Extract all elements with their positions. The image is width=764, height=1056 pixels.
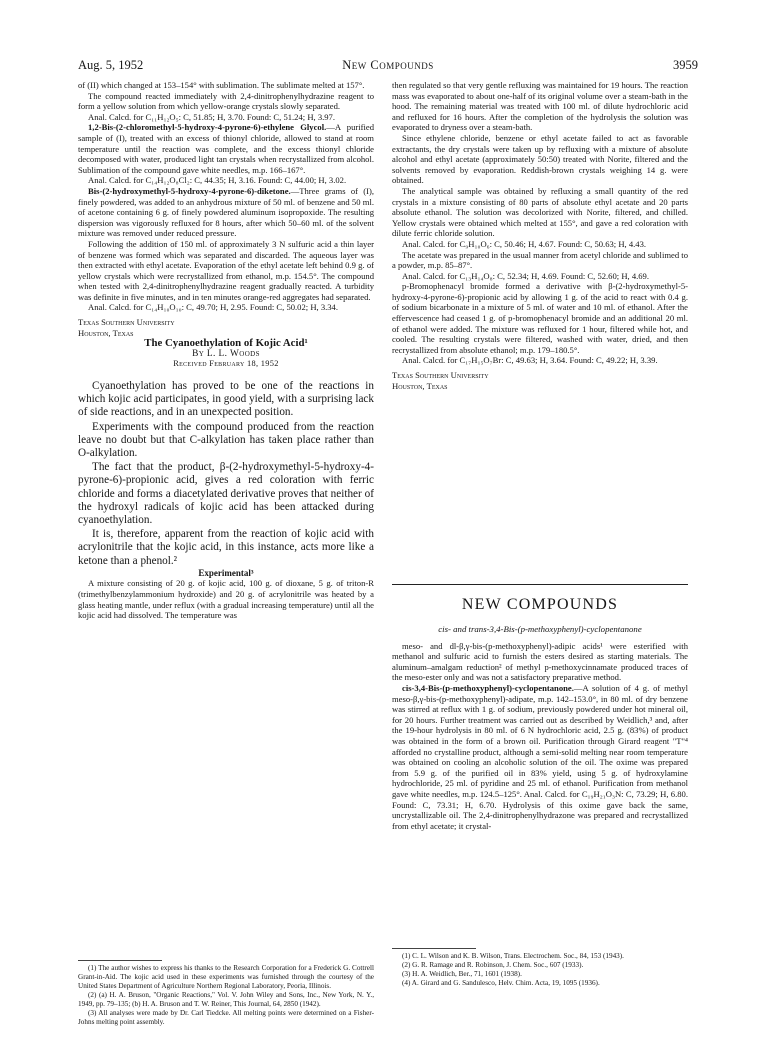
right-footnotes [392,952,688,988]
compound-description: —A solution of 4 g. of methyl meso-β,γ-bis-(p-methoxyphenyl)-adipate, m.p. 142–153.0°, in 80 ml. of dry benzene was stirred at reflux with 1 g. of sodium, previously powdered under hot mineral oil, for 20 hours. Further treatment was carried out as described by Weidlich,³ and, after the 19-hour hydrolysis in 80 ml. of 6 N hydrochloric acid, 2.5 g. (83%) of product was obtained in the form of a brown oil. Purification through Girard reagent "T"⁴ afforded no crystalline product, although a semi-solid melting near room temperature was obtained on cooling an alcoholic solution of the oil. The oxime was prepared from 5.9 g. of the purified oil in 83% yield, using 5 g. of hydroxylamine hydrochloride, 25 ml. of pyridine and 25 ml. of ethanol. Purification from methanol gave white needles, m.p. 124.5–125°. Anal. Calcd. for C₁₉H₂₁O₃N: C, 73.29; H, 6.80. Found: C, 73.31; H, 6.70. Hydrolysis of this oxime gave back the same, uncrystallizable oil. The 2,4-dinitrophenylhydrazone was prepared and recrystallized from ethyl acetate; it crystal- [392,682,688,831]
experimental-heading: Experimental³ [198,567,254,578]
compound-paragraph [78,186,374,239]
compound-description: —A purified sample of (I), treated with an excess of thionyl chloride, allowed to stand at room temperature until the reaction was complete, and the excess thionyl chloride decomposed with water, produced light tan crystals when recrystallized from alcohol. Sublimation of the compound gave white needles, m.p. 166–167°. [78,122,374,175]
continuation-paragraph: of (II) which changed at 153–154° with sublimation. The sublimate melted at 157°. [78,80,365,90]
analysis-line: Anal. Calcd. for C₉H₁₀O₆: C, 50.46; H, 4.67. Found: C, 50.63; H, 4.43. [402,238,647,249]
experimental-paragraph: A mixture consisting of 20 g. of kojic acid, 100 g. of dioxane, 5 g. of triton-R (trimethylbenzylammonium hydroxide) and 20 g. of acrylonitrile was heated by a glass heating mantle, under reflux (with a gradual increasing temperature) until all the kojic acid had dissolved. The temperature was [78,578,374,621]
entry-title [392,624,688,635]
affiliation-university: Texas Southern University [392,370,489,381]
body-paragraph: Following the addition of 150 ml. of approximately 3 N sulfuric acid a thin layer of benzene was formed which was separated and discarded. The aqueous layer was then extracted with ethyl acetate. Evaporation of the ethyl acetate left behind 0.9 g. of yellow crystals which were recrystallized from ethanol, m.p. 154.5°. The compound when tested with 2,4-dinitrophenylhydrazine reagent gradually reacted. A turbidity was definite in five minutes, and in ten minutes orange-red aggregates had separated. [78,238,374,302]
affiliation-university: Texas Southern University [78,317,175,328]
section-title: NEW COMPOUNDS [461,596,619,613]
analysis-line: Anal. Calcd. for C₁₃H₁₄O₈: C, 52.34; H, 4.69. Found: C, 52.60; H, 4.69. [402,270,650,281]
entry-paragraph: meso- and dl-β,γ-bis-(p-methoxyphenyl)-adipic acids¹ were esterified with methanol and sulfuric acid to furnish the esters desired as starting materials. The aluminum–amalgam reduction² of methyl p-methoxycinnamate produced traces of the meso-ester only and was not a satisfactory preparative method. [392,640,688,683]
page-header [78,58,698,74]
new-compounds-entry [392,624,688,831]
analysis-line: Anal. Calcd. for C₁₄H₁₂O₈Cl₂: C, 44.35; H, 3.16. Found: C, 44.00; H, 3.02. [88,175,347,186]
header-page-number: 3959 [673,58,698,72]
article-paragraph: It is, therefore, apparent from the reaction of kojic acid with acrylonitrile that the kojic acid, in this instance, acts more like a ketone than a phenol.² [78,528,374,567]
article-paragraph: Experiments with the compound produced from the reaction leave no doubt but that C-alkylation has taken place rather than O-alkylation. [78,420,374,460]
section-divider [392,584,688,585]
body-paragraph: The compound reacted immediately with 2,4-dinitrophenylhydrazine reagent to form a yellow solution from which yellow-orange crystals slowly separated. [78,90,374,112]
body-paragraph: Since ethylene chloride, benzene or ethyl acetate failed to act as favorable extractants, the dry crystals were taken up by refluxing with a mixture of absolute alcohol and ethyl acetate (approximately 50:50) treated with Norite, filtered and the solvents removed by evaporation. Reddish-brown crystals weighing 14 g. were obtained. [392,132,688,186]
affiliation-city: Houston, Texas [392,380,448,391]
affiliation-city: Houston, Texas [78,327,134,338]
article-paragraph: The fact that the product, β-(2-hydroxymethyl-5-hydroxy-4-pyrone-6)-propionic acid, gives a red coloration with ferric chloride and forms a diacetylated derivative proves that neither of the hydroxyl radicals of kojic acid has been attacked during cyanoethylation. [78,461,374,527]
footnote: (1) The author wishes to express his thanks to the Research Corporation for a Frederick G. Cottrell Grant-in-Aid. The kojic acid used in these experiments was furnished through the courtesy of the United States Department of Agriculture Northern Regional Laboratory, Peoria, Illinois. [78,964,374,990]
footnote: (2) G. R. Ramage and R. Robinson, J. Chem. Soc., 607 (1933). [402,961,584,969]
body-paragraph: p-Bromophenacyl bromide formed a derivative with β-(2-hydroxymethyl-5-hydroxy-4-pyrone-6)-propionic acid by allowing 1 g. of the acid to react with 0.4 g. of sodium bicarbonate in a mixture of 5 ml. of water and 10 ml. of ethanol. After the effervescence had ceased 1 g. of p-bromophenacyl bromide and an additional 20 ml. of ethanol were added. The mixture was refluxed for 1 hour, filtered while hot, and cooled. The resulting crystals were filtered, washed with water, dried, and then recrystallized from absolute ethanol; m.p. 179–180.5°. [392,281,688,355]
article-intro [78,380,374,568]
compound-title: 1,2-Bis-(2-chloromethyl-5-hydroxy-4-pyrone-6)-ethylene Glycol. [88,122,327,133]
article-received-date: Received February 18, 1952 [173,359,279,369]
article-byline: By L. L. Woods [192,348,260,359]
compound-description: —Three grams of (I), finely powdered, was added to an anhydrous mixture of 50 ml. of benzene and 50 ml. of acetone containing 6 g. of finely powdered aluminum isopropoxide. The resulting dispersion was vigorously refluxed for 8 hours, after which 50–60 ml. of the solvent mixture was removed under reduced pressure. [78,185,374,239]
header-date: Aug. 5, 1952 [78,58,144,72]
analysis-line: Anal. Calcd. for C₁₄H₁₀O₁₀: C, 49.70; H, 2.95. Found: C, 50.02; H, 3.34. [88,302,339,313]
body-paragraph: The acetate was prepared in the usual manner from acetyl chloride and sublimed to a powder, m.p. 85–87°. [392,249,688,271]
left-footnotes [78,964,374,1027]
footnote: (1) C. L. Wilson and K. B. Wilson, Trans. Electrochem. Soc., 84, 153 (1943). [402,952,624,960]
footnote: (4) A. Girard and G. Sandulesco, Helv. Chim. Acta, 19, 1095 (1936). [402,979,600,987]
analysis-line: Anal. Calcd. for C₁₇H₁₅O₇Br: C, 49.63; H, 3.64. Found: C, 49.22; H, 3.39. [402,355,658,366]
continuation-paragraph: then regulated so that very gentle refluxing was maintained for 19 hours. The reaction mass was evaporated to about one-half of its original volume over a steam-bath in the hood. The remaining material was treated with 100 ml. of dilute hydrochloric acid and refluxed for 16 hours. After the completion of the hydrolysis the solution was evaporated to dryness over a steam-bath. [392,80,688,133]
body-paragraph: The analytical sample was obtained by refluxing a small quantity of the red crystals in a mixture consisting of 80 parts of absolute ethyl acetate and 20 parts absolute ethanol. The solution was decolorized with Norite, filtered, and chilled. Yellow crystals were obtained which melted at 155°, and gave a red coloration with dilute ferric chloride solution. [392,185,688,239]
left-column [78,80,374,621]
footnote: (2) (a) H. A. Bruson, "Organic Reactions," Vol. V. John Wiley and Sons, Inc., New York, N. Y., 1949, pp. 79–135; (b) H. A. Bruson and T. W. Reiner, This Journal, 64, 2850 (1942). [78,991,374,1008]
footnote-rule [78,960,162,961]
footnote: (3) All analyses were made by Dr. Carl Tiedcke. All melting points were determined on a Fisher-Johns melting point assembly. [78,1009,374,1026]
compound-title: Bis-(2-hydroxymethyl-5-hydroxy-4-pyrone-6)-diketone. [88,185,291,196]
right-column [392,80,688,391]
footnote-rule [392,948,476,949]
analysis-line: Anal. Calcd. for C₁₁H₁₂O₅: C, 51.85; H, 3.70. Found: C, 51.24; H, 3.97. [88,111,336,122]
compound-paragraph [392,683,688,831]
compound-title: cis-3,4-Bis-(p-methoxyphenyl)-cyclopentanone. [402,682,574,693]
entry-title-text: cis- and trans-3,4-Bis-(p-methoxyphenyl)-cyclopentanone [438,624,642,634]
article-paragraph: Cyanoethylation has proved to be one of the reactions in which kojic acid participates, in good yield, with a surprising lack of side reactions, and in an unexpected position. [78,380,374,419]
header-journal: New Compounds [342,58,434,72]
compound-paragraph [78,122,374,175]
article-title: The Cyanoethylation of Kojic Acid¹ [144,337,308,350]
footnote: (3) H. A. Weidlich, Ber., 71, 1601 (1938). [402,970,522,978]
